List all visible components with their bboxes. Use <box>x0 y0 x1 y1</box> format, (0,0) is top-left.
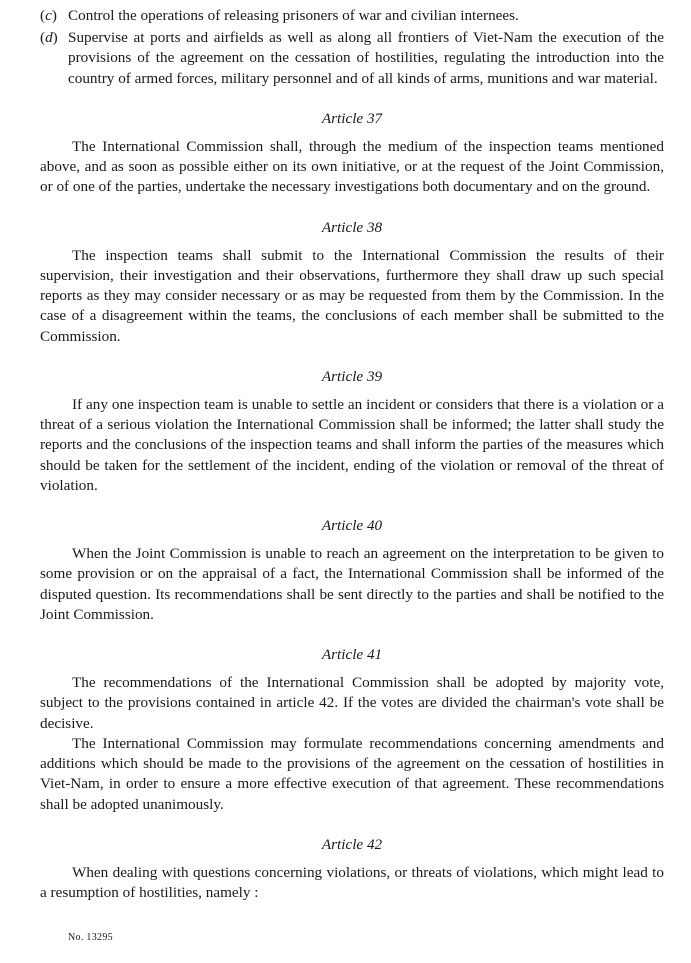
article-paragraph: The International Commission may formulate recommendations concerning amendments and additions which should be made to the provisions of the agreement on the cessation of hostilities in Viet-Nam, in order to ensure a more effective execution of that agreement. These recommendations shall be adopted unanimously. <box>40 734 664 813</box>
article-38 <box>40 218 664 347</box>
label-open: ( <box>40 7 46 24</box>
article-heading: Article 39 <box>321 367 383 385</box>
item-text: Supervise at ports and airfields as well as along all frontiers of Viet-Nam the execution of the provisions of the agreement on the cessation of hostilities, regulating the introduction into the country of armed forces, military personnel and of all kinds of arms, munitions and war material. <box>68 29 664 87</box>
article-heading: Article 42 <box>321 835 383 853</box>
article-40 <box>40 516 664 625</box>
item-label <box>40 28 68 89</box>
article-heading: Article 37 <box>321 109 383 127</box>
article-37 <box>40 109 664 198</box>
article-41 <box>40 645 664 815</box>
document-number: No. 13295 <box>68 932 113 943</box>
article-paragraph: When the Joint Commission is unable to reach an agreement on the interpretation to be given to some provision or on the appraisal of a fact, the International Commission shall be informed of the disputed question. Its recommendations shall be sent directly to the parties and shall be notified to the Joint Commission. <box>40 545 664 623</box>
list-item-c <box>40 6 664 26</box>
document-page <box>40 6 664 903</box>
label-letter: d <box>45 29 53 47</box>
article-paragraph: The recommendations of the International Commission shall be adopted by majority vote, subject to the provisions contained in article 42. If the votes are divided the chairman's vote shall be decisive. <box>40 674 664 732</box>
article-paragraph: The inspection teams shall submit to the International Commission the results of their supervision, their investigation and their observations, furthermore they shall draw up such special reports as they may consider necessary or as may be requested from them by the Commission. In the case of a disagreement within the teams, the conclusions of each member shall be submitted to the Commission. <box>40 246 664 345</box>
article-42 <box>40 835 664 904</box>
article-39 <box>40 367 664 496</box>
item-text: Control the operations of releasing prisoners of war and civilian internees. <box>68 7 519 24</box>
article-paragraph: The International Commission shall, through the medium of the inspection teams mentioned above, and as soon as possible either on its own initiative, or at the request of the Joint Commission, or of one of the parties, undertake the necessary investigations both documentary and on the ground. <box>40 138 664 196</box>
article-heading: Article 38 <box>321 218 383 236</box>
label-open: ( <box>40 29 46 47</box>
label-letter: c <box>45 7 52 24</box>
list-item-d <box>40 28 664 89</box>
label-close: ) <box>52 29 58 47</box>
article-heading: Article 41 <box>321 646 383 664</box>
article-paragraph: When dealing with questions concerning violations, or threats of violations, which might lead to a resumption of hostilities, namely : <box>40 863 664 902</box>
article-heading: Article 40 <box>321 517 383 535</box>
article-paragraph: If any one inspection team is unable to settle an incident or considers that there is a violation or a threat of a serious violation the International Commission shall be informed; the latter shall study the reports and the conclusions of the inspection teams and shall inform the parties of the measures which should be taken for the settlement of the incident, ending of the violation or removal of the threat of violation. <box>40 396 664 494</box>
label-close: ) <box>51 7 57 24</box>
item-label <box>40 6 68 26</box>
